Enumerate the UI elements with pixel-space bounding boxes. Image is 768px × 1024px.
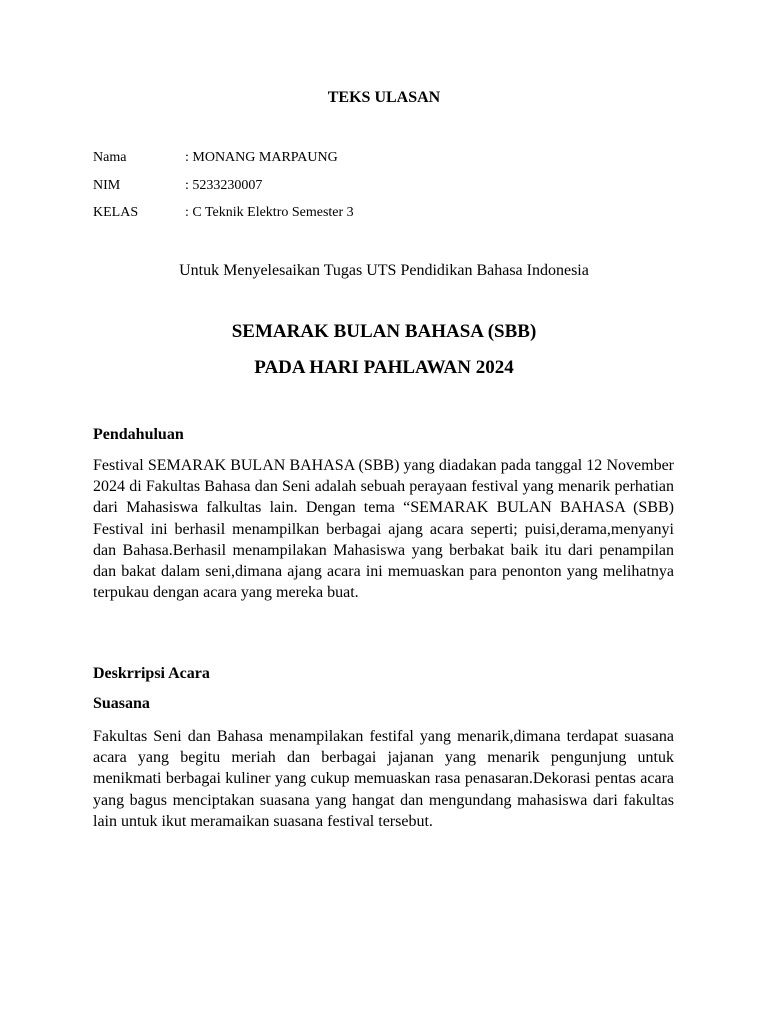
description-heading: Deskrripsi Acara xyxy=(93,665,210,682)
intro-heading: Pendahuluan xyxy=(93,426,184,443)
identity-row-nim xyxy=(93,177,262,195)
name-value: : MONANG MARPAUNG xyxy=(185,150,338,165)
atmosphere-paragraph: Fakultas Seni dan Bahasa menampilakan festifal yang menarik,dimana terdapat suasana acara yang begitu meriah dan berbagai jajanan yang menarik pengunjung untuk menikmati berbagai kuliner yang cukup memuaskan rasa penasaran.Dekorasi pentas acara yang bagus menciptakan suasana yang hangat dan mengundang mahasiswa dari fakultas lain untuk ikut meramaikan suasana festival tersebut. xyxy=(93,728,674,830)
purpose-statement: Untuk Menyelesaikan Tugas UTS Pendidikan Bahasa Indonesia xyxy=(179,262,589,279)
intro-paragraph: Festival SEMARAK BULAN BAHASA (SBB) yang diadakan pada tanggal 12 November 2024 di Fakultas Bahasa dan Seni adalah sebuah perayaan festival yang menarik perhatian dari Mahasiswa falkultas lain. Dengan tema “SEMARAK BULAN BAHASA (SBB) Festival ini berhasil menampilkan berbagai ajang acara seperti; puisi,derama,menyanyi dan Bahasa.Berhasil menampilakan Mahasiswa yang berbakat baik itu dari penampilan dan bakat dalam seni,dimana ajang acara ini memuaskan para penonton yang melihatnya terpukau dengan acara yang mereka buat. xyxy=(93,457,674,602)
atmosphere-heading: Suasana xyxy=(93,695,150,712)
name-label: Nama xyxy=(93,150,127,165)
class-value: : C Teknik Elektro Semester 3 xyxy=(185,205,354,220)
identity-row-name xyxy=(93,149,338,167)
event-title-line-1: SEMARAK BULAN BAHASA (SBB) xyxy=(231,321,537,342)
document-title: TEKS ULASAN xyxy=(327,89,441,106)
class-label: KELAS xyxy=(93,205,139,220)
nim-label: NIM xyxy=(93,178,121,193)
identity-row-class xyxy=(93,204,354,222)
nim-value: : 5233230007 xyxy=(185,178,263,193)
event-title-line-2: PADA HARI PAHLAWAN 2024 xyxy=(254,357,514,378)
